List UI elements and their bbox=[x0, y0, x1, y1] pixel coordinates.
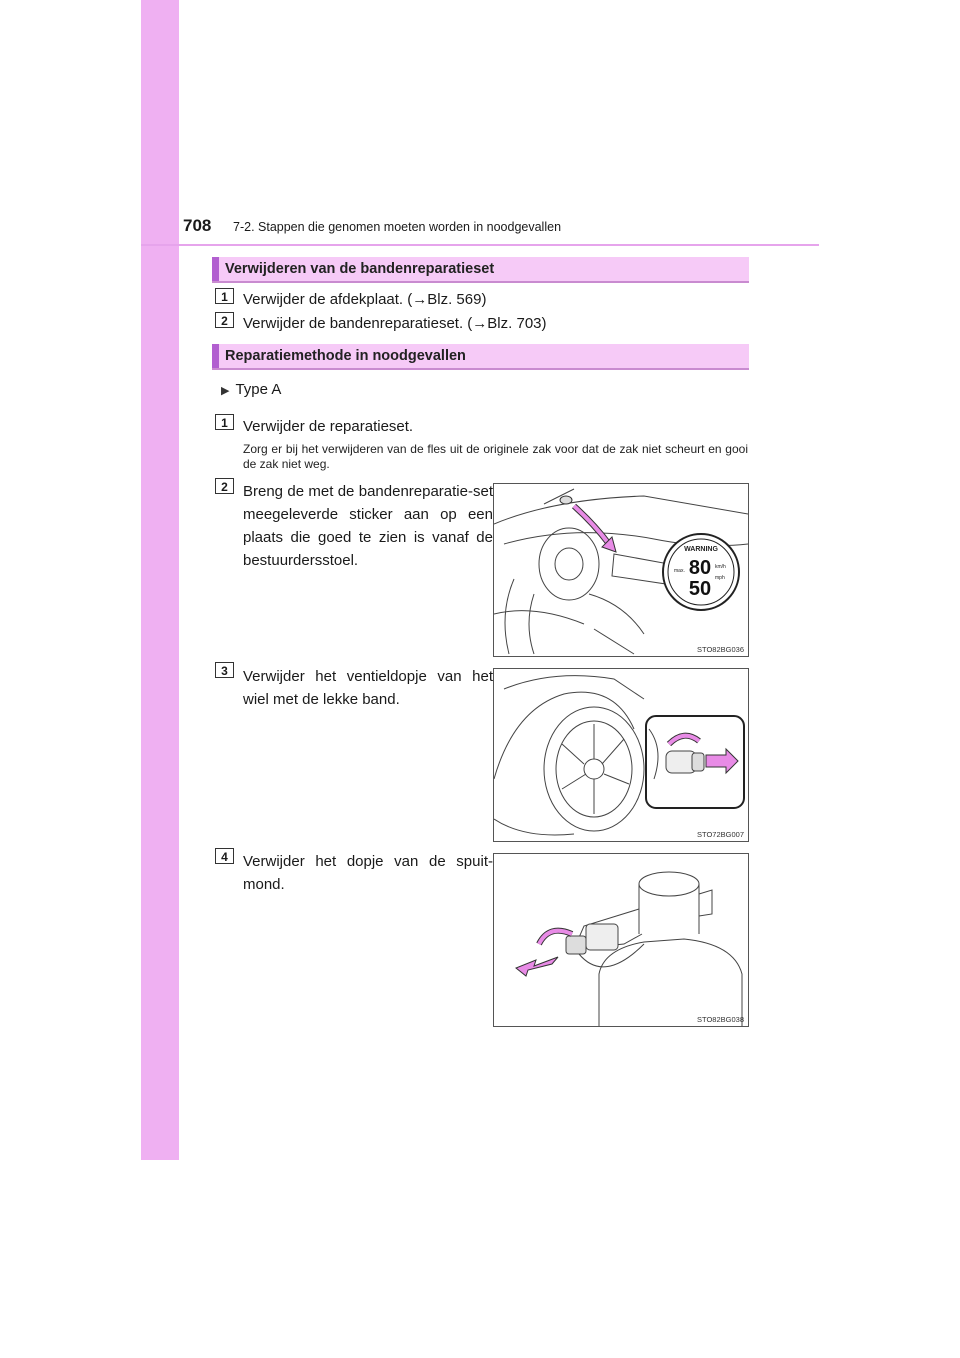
figure-nozzle-cap bbox=[493, 853, 749, 1027]
step-number-badge: 1 bbox=[215, 288, 234, 304]
step-number-badge: 1 bbox=[215, 414, 234, 430]
section-heading-emergency-repair bbox=[212, 344, 749, 370]
chapter-sidebar-tab bbox=[141, 0, 179, 1160]
section-heading-remove-kit bbox=[212, 257, 749, 283]
figure-sticker-placement bbox=[493, 483, 749, 657]
section-heading-bar bbox=[212, 257, 219, 281]
step-text: Verwijder het ventieldopje van het wiel met de lekke band. bbox=[243, 668, 493, 708]
figure-id: STO82BG038 bbox=[697, 1015, 744, 1024]
sticker-speed-kmh: 80 bbox=[688, 557, 712, 579]
figure-valve-cap bbox=[493, 668, 749, 842]
step-text: Verwijder de afdekplaat. (→Blz. 569) bbox=[243, 291, 487, 308]
step-number-badge: 4 bbox=[215, 848, 234, 864]
sealant-bottle-illustration bbox=[494, 854, 748, 1026]
step-text: Verwijder de reparatieset. bbox=[243, 418, 414, 435]
triangle-bullet-icon: ▶ bbox=[221, 385, 230, 397]
step-number-badge: 3 bbox=[215, 662, 234, 678]
warning-sticker-icon bbox=[663, 534, 739, 610]
figure-id: STO82BG036 bbox=[697, 645, 744, 654]
step-number-badge: 2 bbox=[215, 312, 234, 328]
figure-id: STO72BG007 bbox=[697, 830, 744, 839]
section-heading-bar bbox=[212, 344, 219, 368]
step-text: Verwijder de bandenreparatieset. (→Blz. 703) bbox=[243, 315, 547, 332]
type-label: Type A bbox=[235, 381, 282, 398]
step-note: Zorg er bij het verwijderen van de fles uit de originele zak voor dat de zak niet scheurt en gooi de zak niet weg. bbox=[243, 442, 748, 471]
section-heading-title: Verwijderen van de bandenreparatieset bbox=[225, 261, 495, 277]
sticker-warning-text: WARNING bbox=[684, 546, 718, 553]
step-text: Breng de met de bandenreparatie-set meegeleverde sticker aan op een plaats die goed te zien is vanaf de bestuurdersstoel. bbox=[243, 483, 493, 569]
car-interior-illustration bbox=[494, 484, 748, 656]
step-text: Verwijder het dopje van de spuit-mond. bbox=[243, 853, 493, 893]
header-rule bbox=[141, 244, 819, 246]
sticker-speed-mph: 50 bbox=[688, 578, 712, 600]
section-heading-title: Reparatiemethode in noodgevallen bbox=[225, 348, 466, 364]
page-number: 708 bbox=[183, 216, 212, 235]
chapter-title: 7-2. Stappen die genomen moeten worden in noodgevallen bbox=[233, 220, 562, 234]
sticker-unit-kmh: km/h bbox=[715, 564, 726, 570]
type-marker bbox=[221, 381, 281, 398]
sticker-unit-mph: mph bbox=[715, 575, 725, 581]
sticker-max: max. bbox=[674, 568, 685, 574]
wheel-illustration bbox=[494, 669, 748, 841]
step-number-badge: 2 bbox=[215, 478, 234, 494]
